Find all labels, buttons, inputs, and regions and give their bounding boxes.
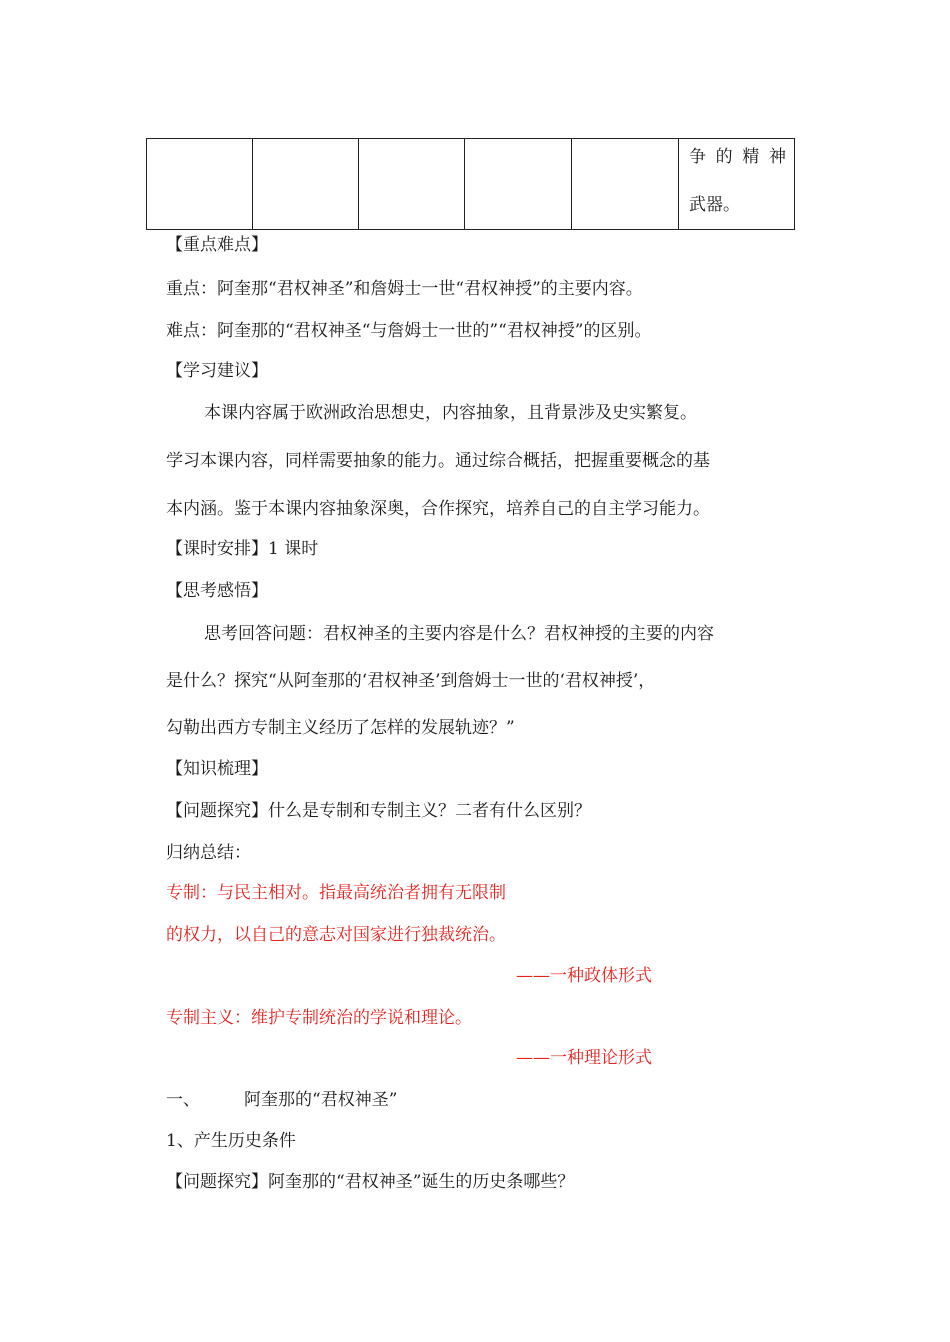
advice-line: 学习本课内容，同样需要抽象的能力。通过综合概括，把握重要概念的基 [166,451,710,471]
section-title: 阿奎那的“君权神圣” [244,1090,398,1110]
despotism-definition-line2: 的权力，以自己的意志对国家进行独裁统治。 [166,925,506,945]
table-cell [147,139,253,230]
despotism-definition-line1: 专制：与民主相对。指最高统治者拥有无限制 [166,883,506,903]
section-inquiry: 【问题探究】阿奎那的“君权神圣”诞生的历史条哪些？ [166,1172,575,1192]
table-cell [465,139,572,230]
reflection-line: 思考回答问题：君权神圣的主要内容是什么？君权神授的主要的内容 [204,624,714,644]
table-cell [253,139,359,230]
table-cell [679,139,795,230]
reflection-line: 勾勒出西方专制主义经历了怎样的发展轨迹？” [166,718,515,738]
despotism-note: ——一种政体形式 [516,966,652,986]
knowledge-heading: 【知识梳理】 [166,759,268,779]
table-cell-text-line2: 武器。 [689,195,740,215]
key-points-difficulty: 难点：阿奎那的“君权神圣“与詹姆士一世的”“君权神授”的区别。 [166,321,652,341]
advice-heading: 【学习建议】 [166,361,268,381]
table-cell [572,139,679,230]
knowledge-inquiry: 【问题探究】什么是专制和专制主义？二者有什么区别？ [166,801,591,821]
key-points-heading: 【重点难点】 [166,235,268,255]
key-points-focus: 重点：阿奎那“君权神圣”和詹姆士一世“君权神授”的主要内容。 [166,279,643,299]
advice-line: 本内涵。鉴于本课内容抽象深奥，合作探究，培养自己的自主学习能力。 [166,499,710,519]
schedule-line: 【课时安排】1 课时 [166,539,319,559]
advice-line: 本课内容属于欧洲政治思想史，内容抽象，且背景涉及史实繁复。 [204,403,697,423]
section-number: 一、 [166,1090,200,1110]
absolutism-definition: 专制主义：维护专制统治的学说和理论。 [166,1008,472,1028]
table-row [147,139,795,230]
content-table [146,138,795,230]
table-cell-text-line1: 争的精神 [689,147,786,167]
subsection-title: 1、产生历史条件 [166,1131,296,1151]
summary-label: 归纳总结： [166,843,251,863]
reflection-heading: 【思考感悟】 [166,581,268,601]
reflection-line: 是什么？探究“从阿奎那的‘君权神圣’到詹姆士一世的‘君权神授’， [166,671,656,691]
absolutism-note: ——一种理论形式 [516,1048,652,1068]
table-cell [359,139,465,230]
